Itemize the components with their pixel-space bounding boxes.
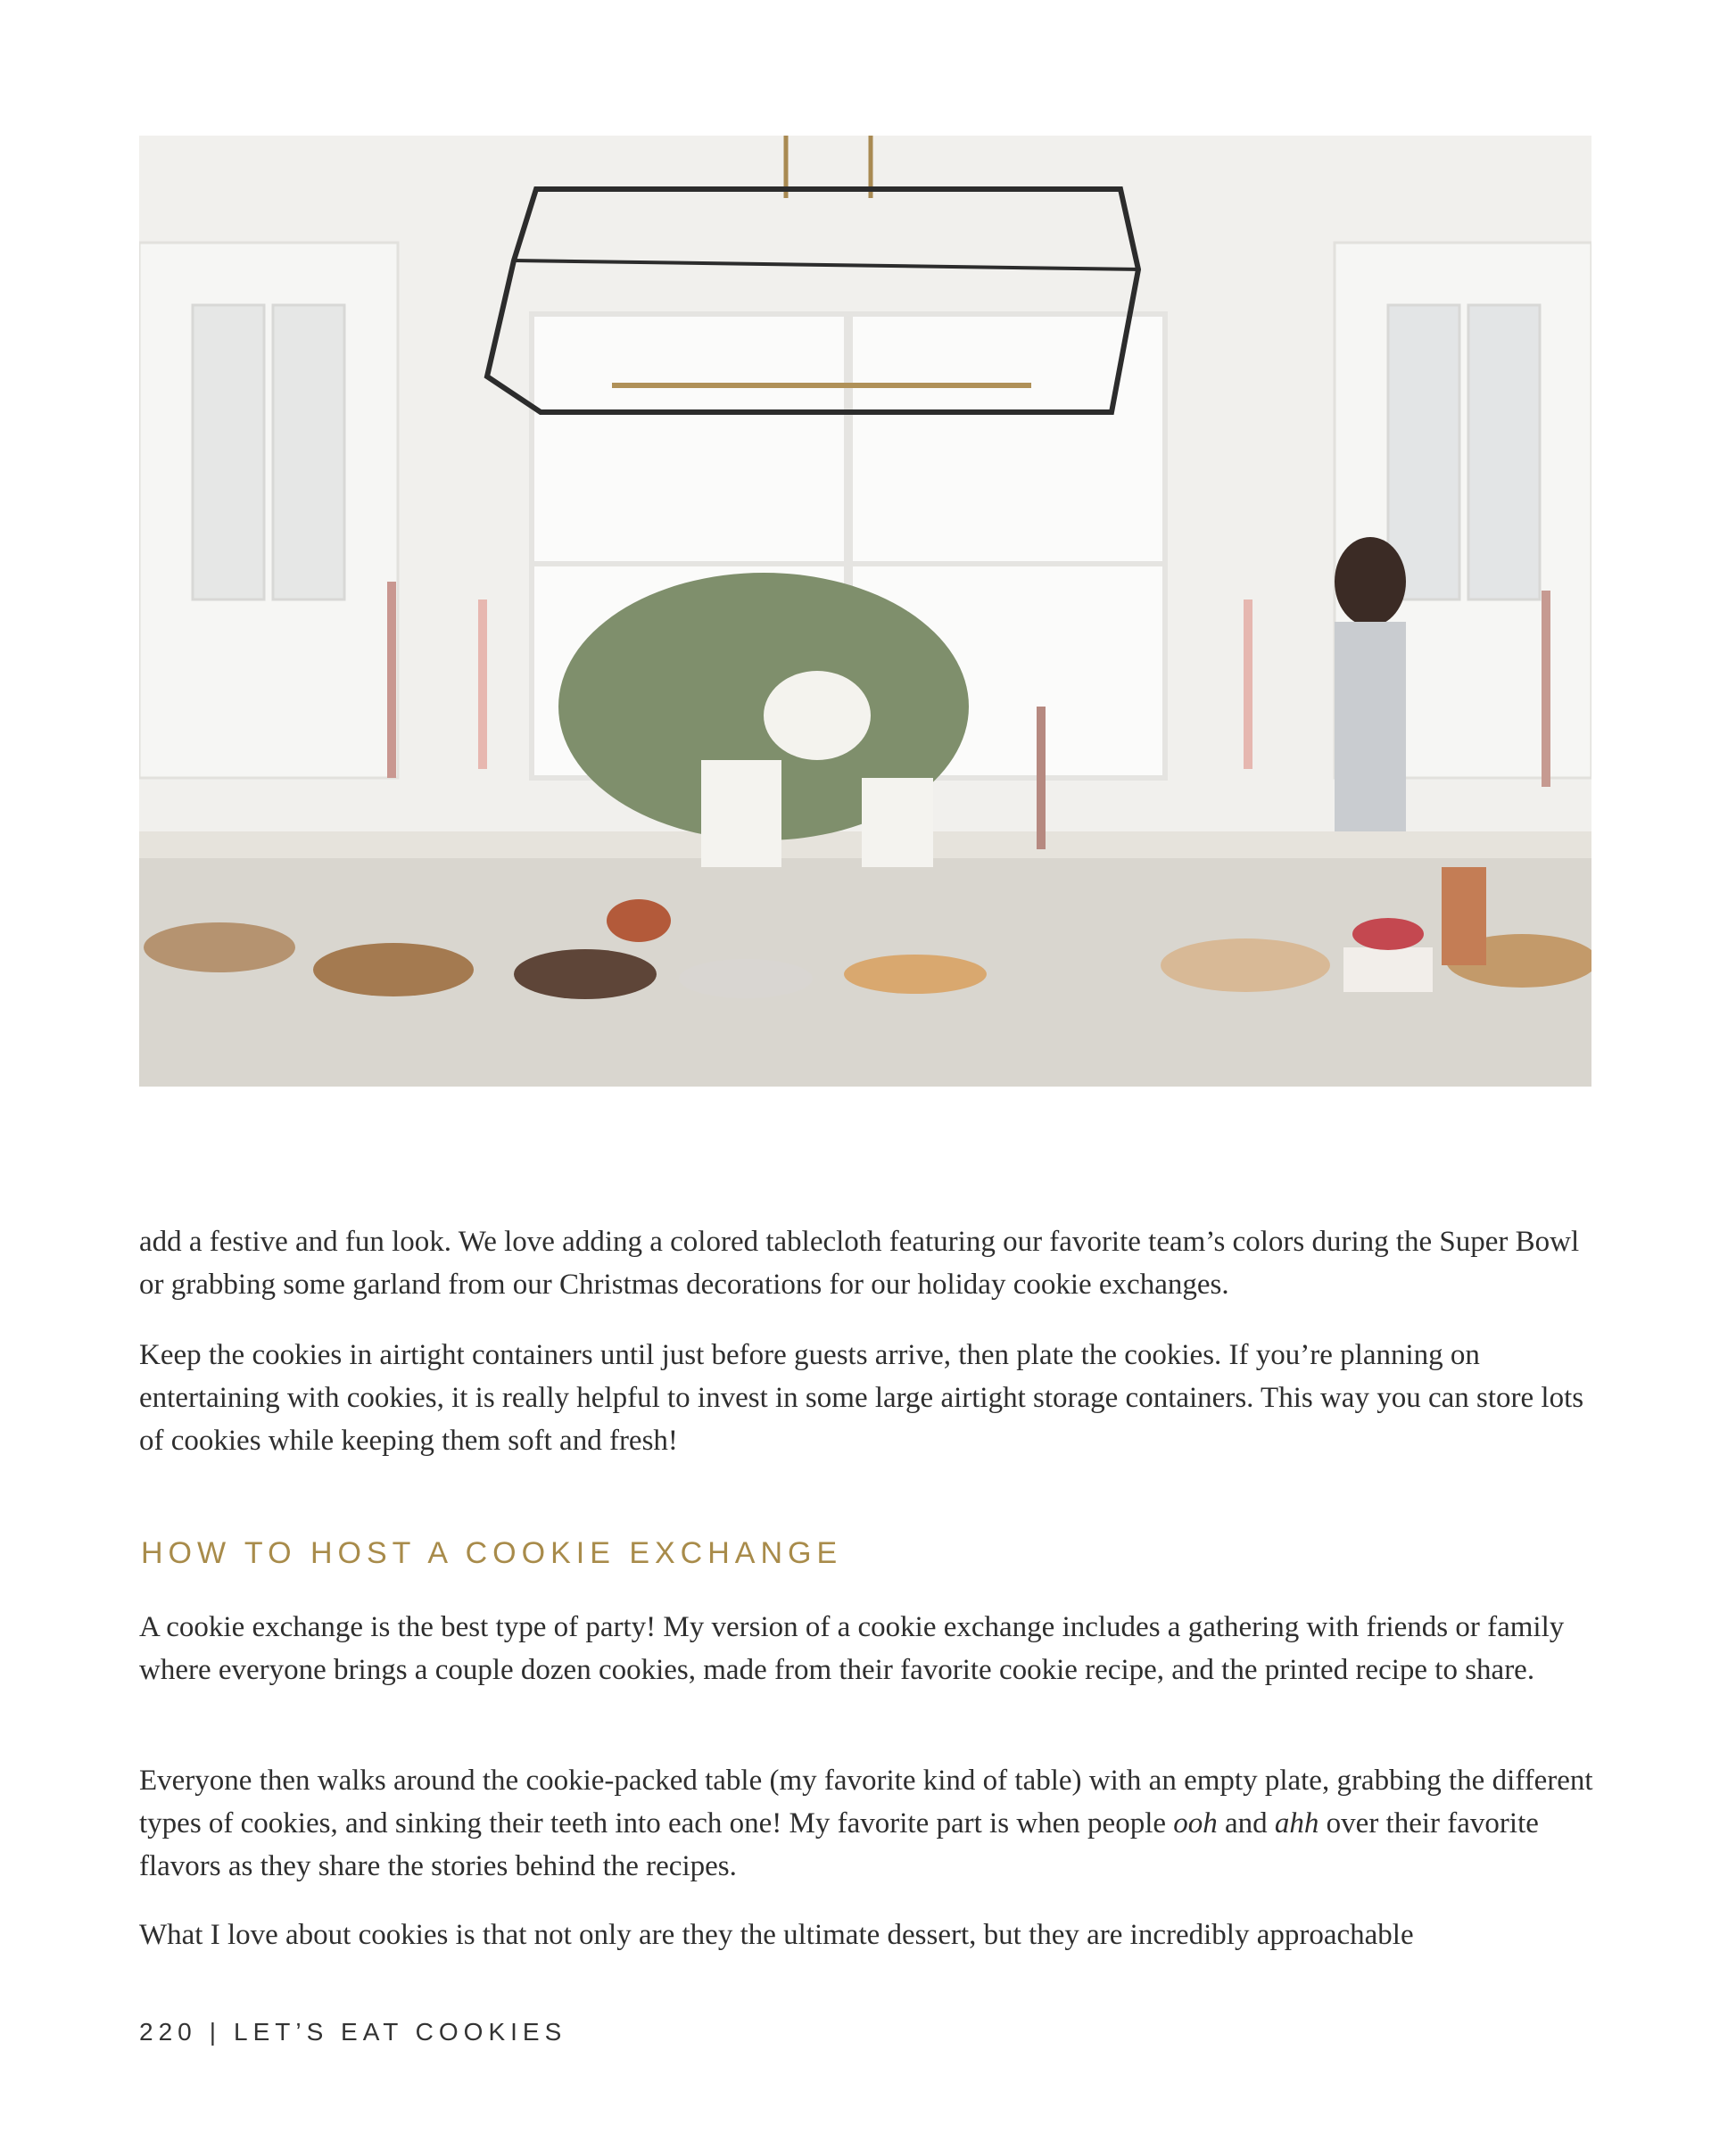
text-run: Everyone then walks around the cookie-packed table (my favorite kind of table) with an empty plate, grabbing the different types of cookies, and sinking their teeth into each one! My favorite part is when people — [139, 1765, 1593, 1840]
paragraph-airtight-containers — [139, 1334, 1598, 1462]
section-heading: HOW TO HOST A COOKIE EXCHANGE — [141, 1536, 843, 1570]
paragraph-text — [139, 1759, 1598, 1888]
paragraph-text: Keep the cookies in airtight containers until just before guests arrive, then plate the cookies. If you’re planning on entertaining with cookies, it is really helpful to invest in some large airtight storage containers. This way you can store lots of cookies while keeping them soft and fresh! — [139, 1339, 1584, 1457]
text-run: over their favorite flavors as they share the stories behind the recipes. — [139, 1807, 1539, 1882]
book-title: LET’S EAT COOKIES — [234, 2018, 567, 2046]
page-number: 220 — [139, 2018, 197, 2046]
page-footer — [139, 2018, 566, 2046]
emphasis-ahh: ahh — [1274, 1807, 1319, 1840]
paragraph-cookie-exchange-intro — [139, 1606, 1598, 1691]
photo-illustration — [139, 136, 1591, 1087]
paragraph-tablecloth — [139, 1220, 1598, 1306]
paragraph-text: A cookie exchange is the best type of party! My version of a cookie exchange includes a gathering with friends or family where everyone brings a couple dozen cookies, made from their favorite cookie recipe, and the printed recipe to share. — [139, 1611, 1565, 1686]
text-run: and — [1217, 1807, 1275, 1840]
paragraph-text: What I love about cookies is that not only are they the ultimate dessert, but they are incredibly approachable — [139, 1919, 1414, 1951]
emphasis-ooh: ooh — [1173, 1807, 1218, 1840]
cookie-table-photo — [139, 136, 1591, 1087]
paragraph-walk-around-table — [139, 1759, 1598, 1888]
paragraph-text: add a festive and fun look. We love adding a colored tablecloth featuring our favorite team’s colors during the Super Bowl or grabbing some garland from our Christmas decorations for our holiday cookie exchanges. — [139, 1226, 1580, 1301]
paragraph-approachable — [139, 1914, 1598, 1956]
footer-separator: | — [209, 2018, 221, 2046]
